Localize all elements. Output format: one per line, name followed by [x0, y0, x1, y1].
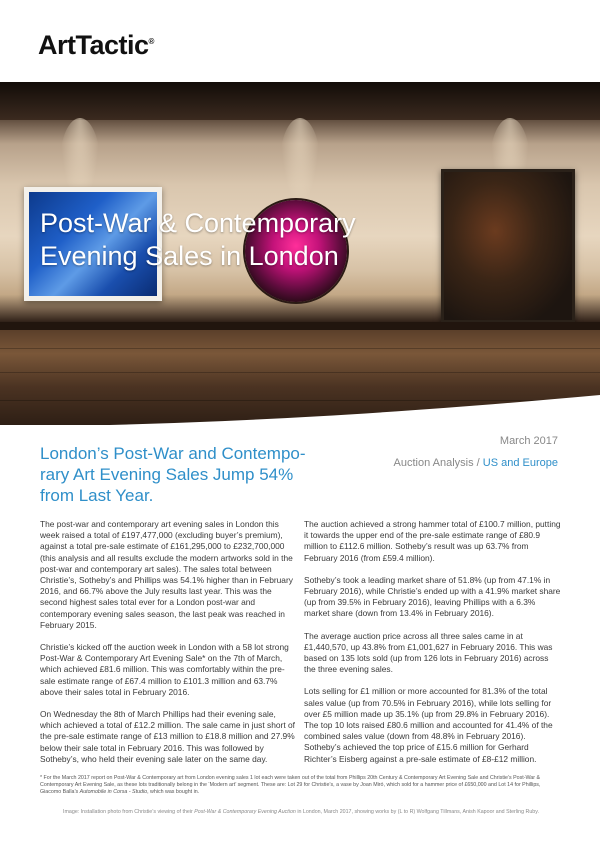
category-label: Auction Analysis /: [393, 457, 480, 469]
footnote: [40, 775, 562, 796]
image-caption: [40, 809, 562, 816]
gallery-ceiling: [0, 82, 600, 120]
article-date: March 2017: [499, 435, 558, 447]
caption-text: Image: Installation photo from Christie’s viewing of their: [63, 809, 195, 815]
article-headline: London’s Post-War and Contempo-rary Art Evening Sales Jump 54% from Last Year.: [40, 444, 306, 505]
body-column-right: [304, 519, 562, 776]
footnote-artwork-title: Automobile in Corsa - Studio: [79, 789, 148, 795]
wall-baseboard: [0, 322, 600, 330]
hero-image: [0, 82, 600, 425]
logo-text: ArtTactic: [38, 30, 149, 60]
paragraph: Christie’s kicked off the auction week in London with a 58 lot strong Post-War & Contemporary Art Evening Sale* on the 7th of March, which achieved £81.6 million. This was comfortably within the pre-sale estimate range of £67.4 million to £101.3 million and 63.7% above their sales total in February 2016.: [40, 642, 289, 697]
dark-painting: [441, 169, 575, 323]
body-column-left: [40, 519, 296, 776]
caption-text-end: in London, March 2017, showing works by (L to R) Wolfgang Tillmans, Anish Kapoor and Sterling Ruby.: [295, 809, 539, 815]
spotlight: [280, 118, 320, 208]
paragraph: The post-war and contemporary art evening sales in London this week raised a total of £197,477,000 (excluding buyer’s premium), against a total pre-sale estimate of £161,295,000 to £232,700,000 (this analysis and all results exclude the modern artworks sold in the post-war and contemporary art sales). The sales total between Christie’s, Sotheby’s and Phillips was 54.1% higher than in February 2016, and 66.7% above the July results last year. This was the second highest sales total ever for a London post-war and contemporary evening sales season, the last peak was reached in February 2015.: [40, 519, 293, 630]
paragraph: The auction achieved a strong hammer total of £100.7 million, putting it towards the upper end of the pre-sale estimate range of £80.9 million to £112.6 million. Sotheby’s result was up 63.7% from February 2016 (from £59.4 million).: [304, 519, 561, 563]
paragraph: On Wednesday the 8th of March Phillips had their evening sale, which achieved a total of £12.2 million. The sale came in just short of the pre-sale estimate range of £13 million to £18.8 million and 27.9% below their sale total in February 2016. This was followed by Sotheby’s, who held their evening sale later on the same day.: [40, 709, 295, 764]
paragraph: The average auction price across all three sales came in at £1,440,570, up 43.8% from £1,001,627 in February 2016. This was based on 135 lots sold (up from 126 lots in February 2016) across the three evening sales.: [304, 630, 553, 675]
hero-curve-mask: [0, 395, 600, 435]
article-meta: [394, 430, 559, 474]
hero-title: [40, 207, 420, 273]
paragraph: Sotheby’s took a leading market share of 51.8% (up from 47.1% in February 2016), while Christie’s ended up with a 41.9% market share (up from 39.5% in February 2016), leaving Phillips with a 6.3% market share (down from 13.4% in February 2016).: [304, 574, 561, 619]
article-category: [394, 452, 559, 474]
registered-mark: ®: [148, 37, 154, 46]
hero-title-line1: Post-War & Contemporary: [40, 208, 356, 238]
arttactic-logo: [38, 30, 154, 61]
footnote-text: * For the March 2017 report on Post-War & Contemporary art from London evening sales 1 lot each were taken out of the total from Phillips 20th Century & Contemporary Art Evening Sale and Christie’s Post-War & Contemporary Art Evening Sale, as these lots traditionally belong in the ‘Modern art’ segment. These are: Lot 29 for Christie’s, a vase by Joan Miró, which sold for a hammer price of £650,000 and Lot 14 for Phillips, Giacomo Balla’s: [40, 775, 541, 795]
caption-sale-title: Post-War & Contemporary Evening Auction: [194, 809, 296, 815]
hero-title-line2: Evening Sales in London: [40, 241, 339, 271]
paragraph: Lots selling for £1 million or more accounted for 81.3% of the total sales value (up from 70.5% in February 2016), while lots selling for over £5 million made up 35.1% (up from 29.8% in February 2016). The top 10 lots raised £80.6 million and accounted for 41.4% of the combined sales value (down from 48.8% in February 2016). Sotheby’s achieved the top price of £15.6 million for Gerhard Richter’s Eisberg against a pre-sale estimate of £8-£12 million.: [304, 686, 553, 764]
region-link[interactable]: US and Europe: [482, 457, 558, 469]
footnote-text-end: , which was bought in.: [147, 789, 200, 795]
